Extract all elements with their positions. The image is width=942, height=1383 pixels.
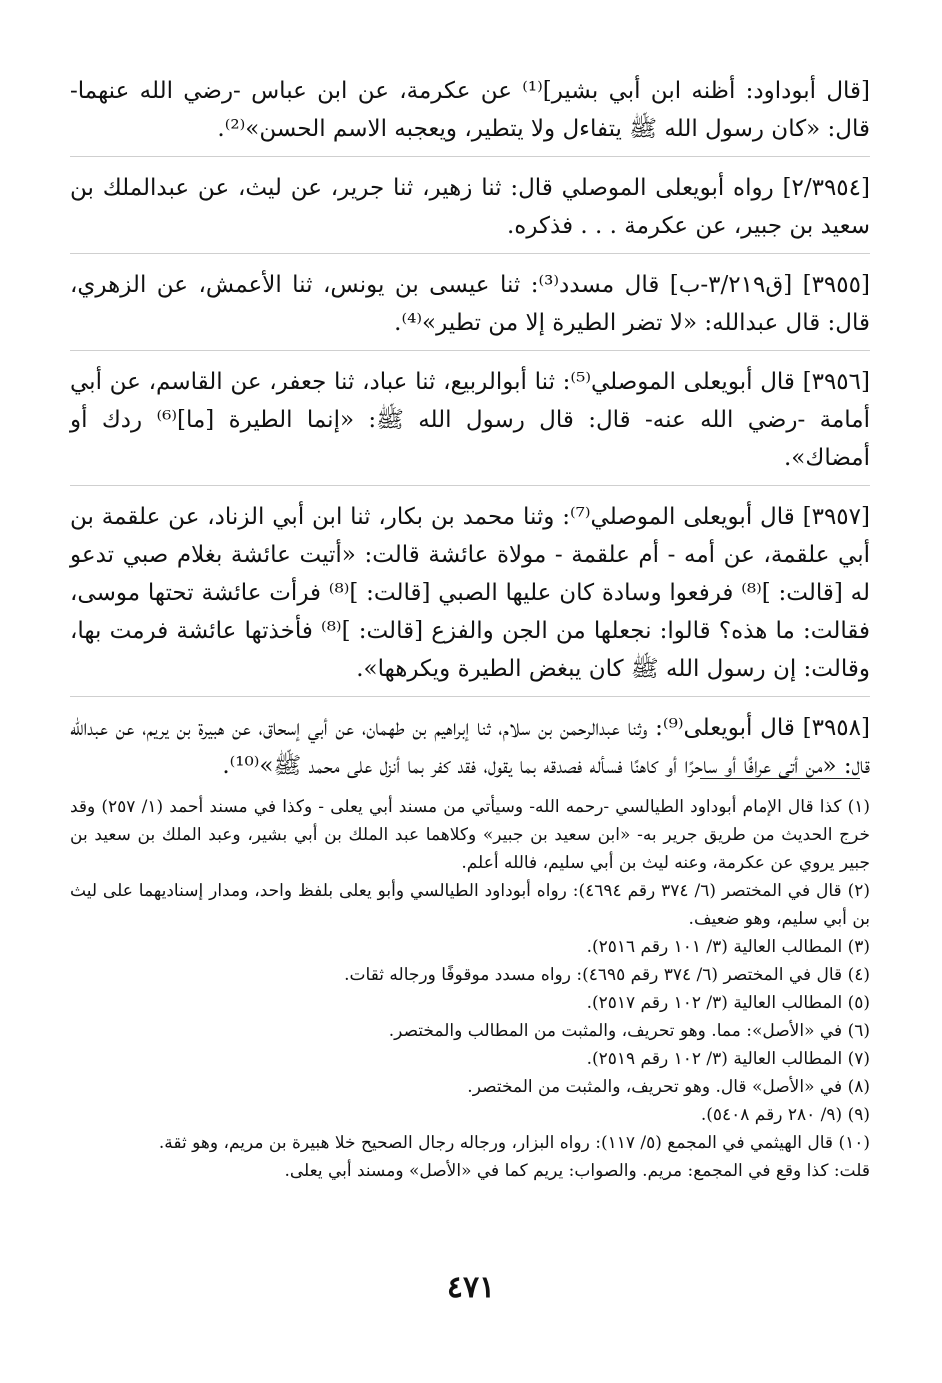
hadith-paragraph: [٢/٣٩٥٤] رواه أبويعلى الموصلي قال: ثنا زهير، ثنا جرير، عن ليث، عن عبدالملك بن سعيد بن جبير، عن عكرمة . . . فذكره. [70, 169, 870, 254]
footnote: (٧) المطالب العالية (٣/ ١٠٢ رقم ٢٥١٩). [586, 1049, 870, 1069]
hadith-paragraph: [٣٩٥٧] قال أبويعلى الموصلي⁽⁷⁾: وثنا محمد بن بكار، ثنا ابن أبي الزناد، عن علقمة بن أبي علقمة، عن أمه - أم علقمة - مولاة عائشة قالت: «أتيت عائشة بغلام صبي تدعو له [قالت: ]⁽⁸⁾ فرفعوا وسادة كان عليها الصبي [قالت: ]⁽⁸⁾ فرأت عائشة تحتها موسى، فقالت: ما هذه؟ قالوا: نجعلها من الجن والفزع [قالت: ]⁽⁸⁾ فأخذتها عائشة فرمت بها، وقالت: إن رسول الله ﷺ كان يبغض الطيرة ويكرهها». [70, 498, 870, 697]
page-number: ٤٧١ [446, 1270, 496, 1305]
footnote: (٤) قال في المختصر (٦/ ٣٧٤ رقم ٤٦٩٥): رواه مسدد موقوفًا ورجاله ثقات. [344, 965, 870, 985]
hadith-paragraph: [٣٩٥٥] [ق٣/٢١٩-ب] قال مسدد⁽³⁾: ثنا عيسى بن يونس، ثنا الأعمش، عن الزهري، قال: قال عبدالله: «لا تضر الطيرة إلا من تطير»⁽⁴⁾. [70, 266, 870, 351]
hadith-paragraph: [قال أبوداود: أظنه ابن أبي بشير]⁽¹⁾ عن عكرمة، عن ابن عباس -رضي الله عنهما- قال: «كان رسول الله ﷺ يتفاءل ولا يتطير، ويعجبه الاسم الحسن»⁽²⁾. [70, 72, 870, 157]
footnote: (٢) قال في المختصر (٦/ ٣٧٤ رقم ٤٦٩٤): رواه أبوداود الطيالسي وأبو يعلى بلفظ واحد، ومدار إسناديهما على ليث بن أبي سليم، وهو ضعيف. [70, 881, 870, 929]
footnote-comment: قلت: كذا وقع في المجمع: مريم. والصواب: يريم كما في «الأصل» ومسند أبي يعلى. [284, 1161, 870, 1181]
footnote: (٦) في «الأصل»: مما. وهو تحريف، والمثبت من المطالب والمختصر. [388, 1021, 870, 1041]
footnote: (٩) (٩/ ٢٨٠ رقم ٥٤٠٨). [700, 1105, 870, 1125]
hadith-paragraph: [٣٩٥٨] قال أبويعلى⁽⁹⁾: وثنا عبدالرحمن بن سلام، ثنا إبراهيم بن طهمان، عن أبي إسحاق، عن هبيرة بن يريم، عن عبدالله قال: «من أتى عرافًا أو ساحرًا أو كاهنًا فسأله فصدقه بما يقول، فقد كفر بما أنزل على محمد ﷺ»⁽¹⁰⁾. [70, 715, 870, 779]
footnote: (٥) المطالب العالية (٣/ ١٠٢ رقم ٢٥١٧). [586, 993, 870, 1013]
hadith-paragraph: [٣٩٥٦] قال أبويعلى الموصلي⁽⁵⁾: ثنا أبوالربيع، ثنا عباد، ثنا جعفر، عن القاسم، عن أبي أمامة -رضي الله عنه- قال: قال رسول الله ﷺ: «إنما الطيرة [ما]⁽⁶⁾ ردك أو أمضاك». [70, 363, 870, 486]
footnote: (٨) في «الأصل» قال. وهو تحريف، والمثبت من المختصر. [467, 1077, 870, 1097]
footnote: (١) كذا قال الإمام أبوداود الطيالسي -رحمه الله- وسيأتي من مسند أبي يعلى - وكذا في مسند أحمد (١/ ٢٥٧) وقد خرج الحديث من طريق جرير به- «ابن سعيد بن جبير» وكلاهما عبد الملك بن أبي بشير، وعبد الملك بن سعيد بن جبير يروي عن عكرمة، وعنه ليث بن أبي سليم، فالله أعلم. [70, 797, 871, 873]
footnotes [70, 793, 870, 1185]
footnote-divider [700, 778, 860, 779]
main-text [70, 72, 870, 805]
footnote: (١٠) قال الهيثمي في المجمع (٥/ ١١٧): رواه البزار، ورجاله رجال الصحيح خلا هبيرة بن مريم، وهو ثقة. [158, 1133, 870, 1153]
footnote: (٣) المطالب العالية (٣/ ١٠١ رقم ٢٥١٦). [586, 937, 870, 957]
